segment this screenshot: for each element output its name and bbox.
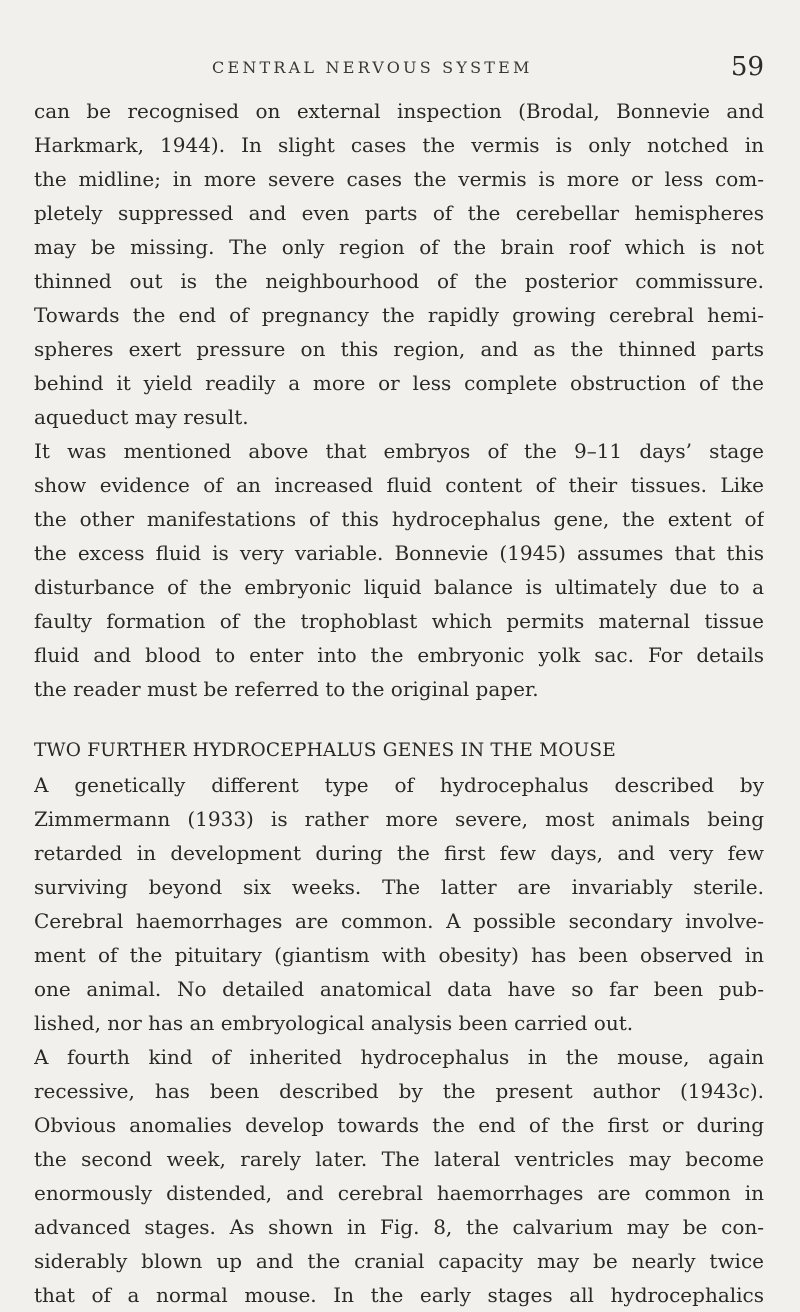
paragraph [34, 434, 764, 706]
text-line: siderably blown up and the cranial capacity may be nearly twice [34, 1249, 764, 1273]
section-heading: TWO FURTHER HYDROCEPHALUS GENES IN THE MOUSE [34, 740, 616, 761]
text-line: show evidence of an increased fluid content of their tissues. Like [34, 473, 764, 497]
text-line: A fourth kind of inherited hydrocephalus in the mouse, again [34, 1045, 764, 1069]
text-line: retarded in development during the first few days, and very few [34, 841, 764, 865]
text-line: pletely suppressed and even parts of the cerebellar hemispheres [34, 201, 764, 225]
text-line: spheres exert pressure on this region, and as the thinned parts [34, 337, 764, 361]
text-line: one animal. No detailed anatomical data have so far been pub- [34, 977, 764, 1001]
text-line: Obvious anomalies develop towards the end of the first or during [34, 1113, 764, 1137]
text-line: the excess fluid is very variable. Bonnevie (1945) assumes that this [34, 541, 764, 565]
paragraph [34, 94, 764, 434]
book-page [34, 0, 764, 1307]
page-number: 59 [730, 52, 764, 82]
text-line: the midline; in more severe cases the vermis is more or less com- [34, 167, 764, 191]
text-line: It was mentioned above that embryos of the 9–11 days’ stage [34, 439, 764, 463]
text-line: the reader must be referred to the original paper. [34, 677, 539, 701]
text-line: may be missing. The only region of the brain roof which is not [34, 235, 764, 259]
text-line: surviving beyond six weeks. The latter are invariably sterile. [34, 875, 764, 899]
text-line: behind it yield readily a more or less complete obstruction of the [34, 371, 764, 395]
text-line: A genetically different type of hydrocephalus described by [34, 773, 764, 797]
text-line: Cerebral haemorrhages are common. A possible secondary involve- [34, 909, 764, 933]
text-line: enormously distended, and cerebral haemorrhages are common in [34, 1181, 764, 1205]
text-line: disturbance of the embryonic liquid balance is ultimately due to a [34, 575, 764, 599]
text-line: Towards the end of pregnancy the rapidly growing cerebral hemi- [34, 303, 764, 327]
text-line: can be recognised on external inspection (Brodal, Bonnevie and [34, 99, 764, 123]
text-line: lished, nor has an embryological analysis been carried out. [34, 1011, 634, 1035]
text-line: thinned out is the neighbourhood of the posterior commissure. [34, 269, 764, 293]
text-line: Harkmark, 1944). In slight cases the vermis is only notched in [34, 133, 764, 157]
text-line: the other manifestations of this hydrocephalus gene, the extent of [34, 507, 764, 531]
text-line: advanced stages. As shown in Fig. 8, the calvarium may be con- [34, 1215, 764, 1239]
text-line: the second week, rarely later. The lateral ventricles may become [34, 1147, 764, 1171]
text-line: fluid and blood to enter into the embryonic yolk sac. For details [34, 643, 764, 667]
running-title: CENTRAL NERVOUS SYSTEM [212, 58, 533, 77]
text-line: ment of the pituitary (giantism with obesity) has been observed in [34, 943, 764, 967]
running-head [34, 52, 764, 86]
text-line: that of a normal mouse. In the early stages all hydrocephalics [34, 1283, 764, 1307]
text-line: faulty formation of the trophoblast which permits maternal tissue [34, 609, 764, 633]
text-line: recessive, has been described by the present author (1943c). [34, 1079, 764, 1103]
paragraph [34, 768, 764, 1040]
text-line: Zimmermann (1933) is rather more severe, most animals being [34, 807, 764, 831]
text-line: aqueduct may result. [34, 405, 249, 429]
paragraph [34, 1040, 764, 1312]
body-text [34, 94, 764, 1312]
